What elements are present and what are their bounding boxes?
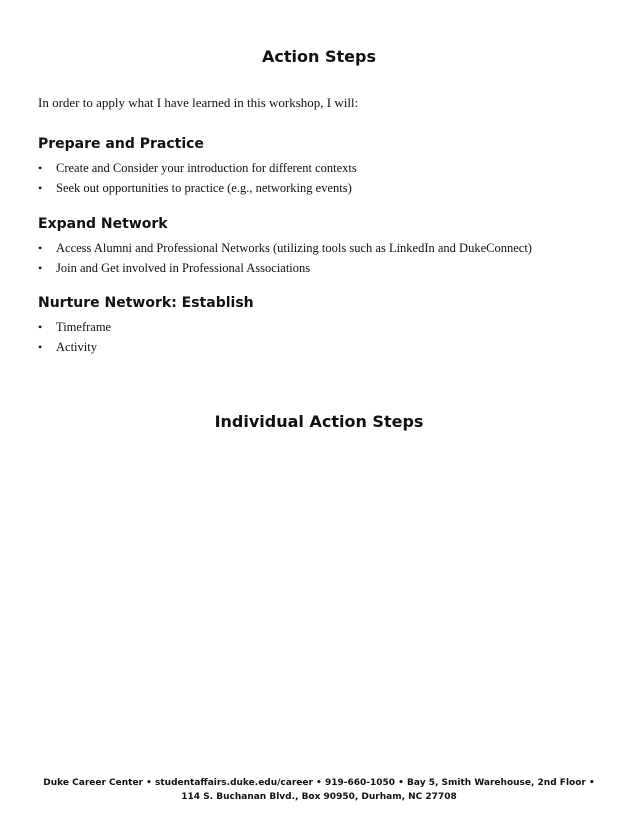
list-item: • Join and Get involved in Professional Associations [38, 258, 608, 278]
bullet-icon: • [38, 340, 43, 354]
bullet-icon: • [38, 161, 43, 175]
footer-line-1: Duke Career Center • studentaffairs.duke.edu/career • 919-660-1050 • Bay 5, Smith Warehouse, 2nd Floor • [43, 778, 595, 788]
bullet-list [38, 158, 608, 198]
bullet-icon: • [38, 241, 43, 255]
page-title: Action Steps [262, 47, 376, 66]
section-expand-network [38, 216, 608, 278]
footer-line-2: 114 S. Buchanan Blvd., Box 90950, Durham, NC 27708 [181, 792, 457, 802]
list-item: • Seek out opportunities to practice (e.g., networking events) [38, 178, 608, 198]
bullet-icon: • [38, 261, 43, 275]
intro-text: In order to apply what I have learned in this workshop, I will: [38, 95, 359, 110]
footer [0, 776, 638, 804]
section-heading: Expand Network [38, 216, 168, 232]
list-item: • Access Alumni and Professional Networks (utilizing tools such as LinkedIn and DukeConnect) [38, 238, 608, 258]
list-item: • Timeframe [38, 317, 608, 337]
bullet-list [38, 317, 608, 357]
individual-action-steps-title: Individual Action Steps [214, 412, 424, 431]
section-nurture-network [38, 295, 608, 357]
section-prepare-and-practice [38, 136, 608, 198]
bullet-list [38, 238, 608, 278]
list-item: • Activity [38, 337, 608, 357]
list-item: • Create and Consider your introduction for different contexts [38, 158, 608, 178]
section-heading: Prepare and Practice [38, 136, 204, 152]
bullet-icon: • [38, 320, 43, 334]
bullet-icon: • [38, 181, 43, 195]
section-heading: Nurture Network: Establish [38, 295, 254, 311]
